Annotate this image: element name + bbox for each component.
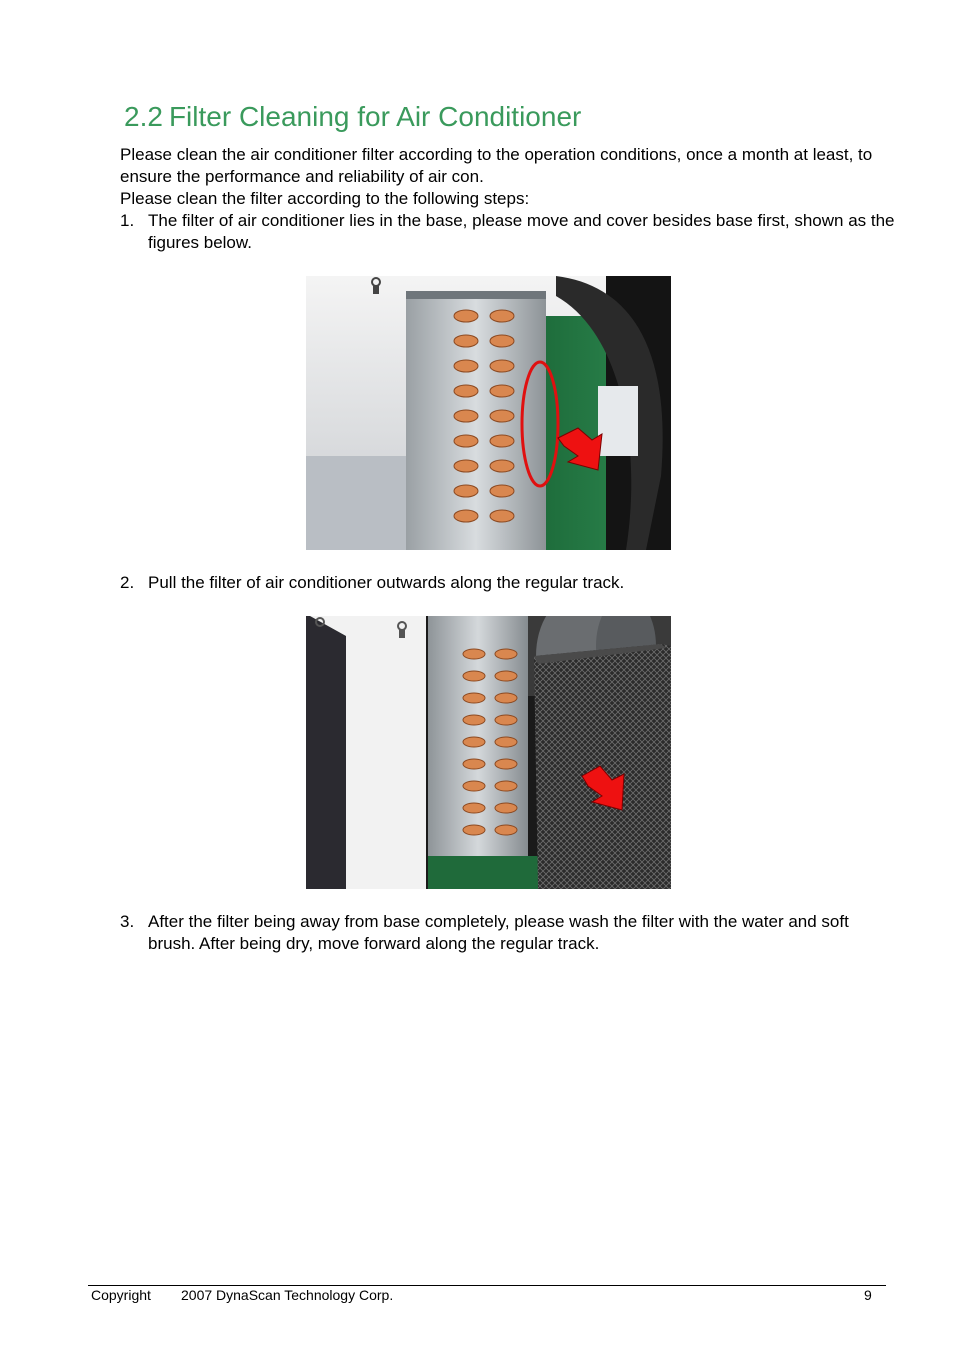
section-heading [124,100,581,134]
section-number: 2.2 [124,101,163,132]
photo-filter-pulled-out [306,616,671,889]
footer-copyright: Copyright [91,1287,151,1303]
intro-paragraph-1: Please clean the air conditioner filter according to the operation conditions, once a month at least, to ensure the performance and reliability of air con. [120,145,873,186]
section-title: Filter Cleaning for Air Conditioner [168,101,582,132]
footer-page-number: 9 [864,1287,872,1303]
footer-company: 2007 DynaScan Technology Corp. [181,1287,394,1303]
photo-filter-in-base [306,276,671,550]
step-text: Pull the filter of air conditioner outwards along the regular track. [148,573,625,592]
step-text: After the filter being away from base completely, please wash the filter with the water and soft brush. After being dry, move forward along the regular track. [148,912,849,953]
step-number: 2. [120,573,135,592]
step-text: The filter of air conditioner lies in the base, please move and cover besides base first, shown as the figures below. [148,211,895,252]
step-number: 3. [120,912,135,931]
step-3 [120,911,900,955]
footer-divider [88,1285,886,1286]
intro-paragraph-2: Please clean the filter according to the following steps: [120,189,530,208]
step-number: 1. [120,211,135,230]
step-2 [120,572,900,594]
step-1 [120,210,900,254]
